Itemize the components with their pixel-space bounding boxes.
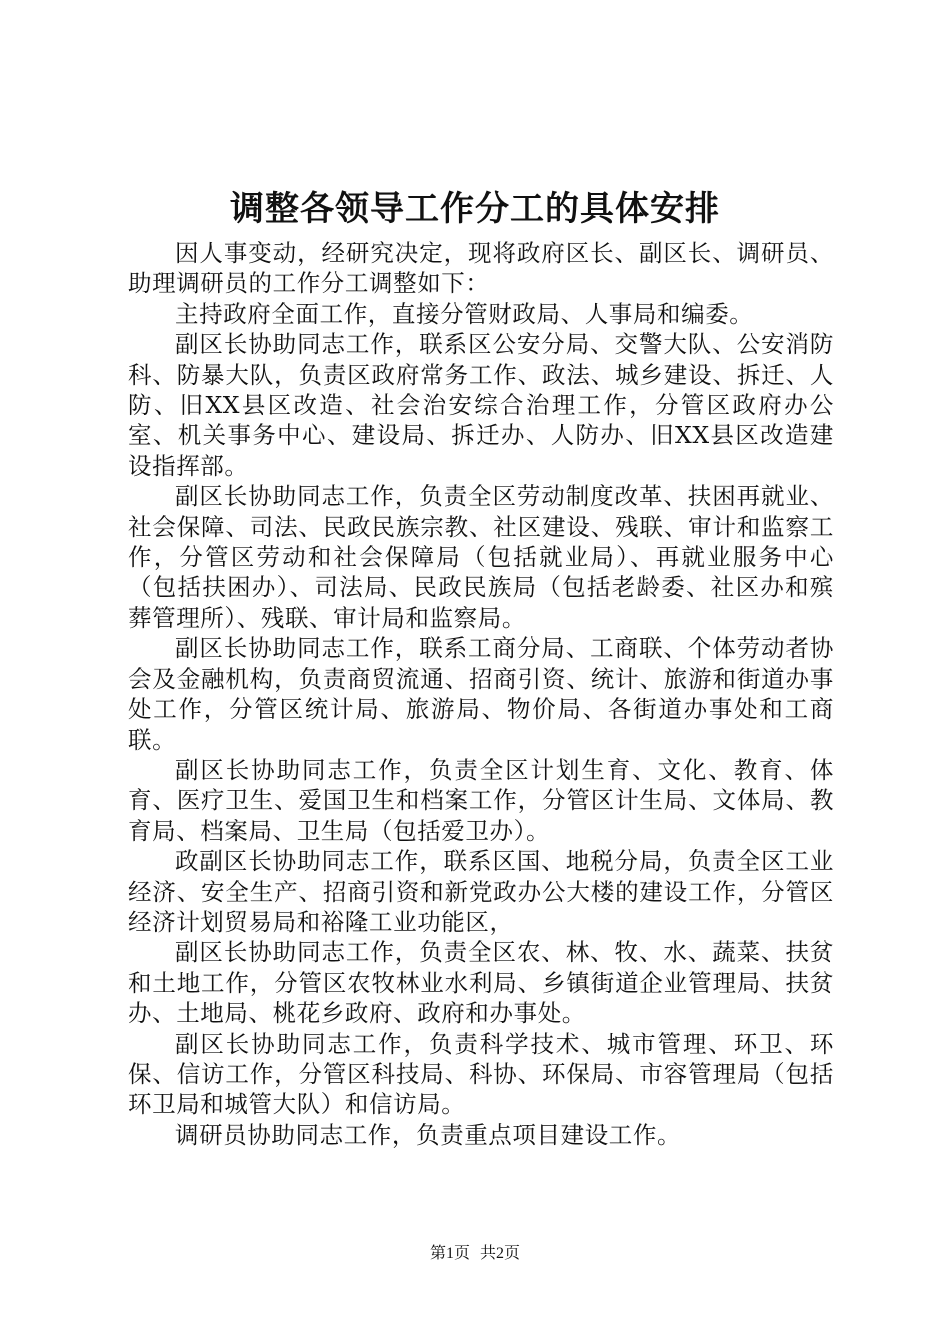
paragraph: 调研员协助同志工作，负责重点项目建设工作。 [175,1120,682,1149]
paragraph: 因人事变动，经研究决定，现将政府区长、副区长、调研员、助理调研员的工作分工调整如下： [128,239,834,298]
document-title: 调整各领导工作分工的具体安排 [230,189,720,229]
page-number-current: 第1页 [429,1245,470,1262]
page-footer [0,1244,950,1264]
paragraph: 副区长协助同志工作，联系工商分局、工商联、个体劳动者协会及金融机构，负责商贸流通、招商引资、统计、旅游和街道办事处工作，分管区统计局、旅游局、物价局、各街道办事处和工商联。 [128,634,834,754]
paragraph: 副区长协助同志工作，负责全区计划生育、文化、教育、体育、医疗卫生、爱国卫生和档案工作，分管区计生局、文体局、教育局、档案局、卫生局（包括爱卫办）。 [128,755,834,845]
paragraph: 副区长协助同志工作，负责科学技术、城市管理、环卫、环保、信访工作，分管区科技局、科协、环保局、市容管理局（包括环卫局和城管大队）和信访局。 [128,1029,834,1119]
paragraph: 副区长协助同志工作，负责全区劳动制度改革、扶困再就业、社会保障、司法、民政民族宗教、社区建设、残联、审计和监察工作，分管区劳动和社会保障局（包括就业局）、再就业服务中心（包括扶困办）、司法局、民政民族局（包括老龄委、社区办和殡葬管理所）、残联、审计局和监察局。 [128,482,834,632]
page-number-total: 共2页 [480,1245,521,1262]
paragraph: 政副区长协助同志工作，联系区国、地税分局，负责全区工业经济、安全生产、招商引资和新党政办公大楼的建设工作，分管区经济计划贸易局和裕隆工业功能区， [128,847,834,936]
document-body [128,238,834,1150]
paragraph: 主持政府全面工作，直接分管财政局、人事局和编委。 [175,299,754,328]
paragraph: 副区长协助同志工作，联系区公安分局、交警大队、公安消防科、防暴大队，负责区政府常务工作、政法、城乡建设、拆迁、人防、旧XX县区改造、社会治安综合治理工作，分管区政府办公室、机关事务中心、建设局、拆迁办、人防办、旧XX县区改造建设指挥部。 [128,330,834,480]
paragraph: 副区长协助同志工作，负责全区农、林、牧、水、蔬菜、扶贫和土地工作，分管区农牧林业水利局、乡镇街道企业管理局、扶贫办、土地局、桃花乡政府、政府和办事处。 [128,938,834,1028]
